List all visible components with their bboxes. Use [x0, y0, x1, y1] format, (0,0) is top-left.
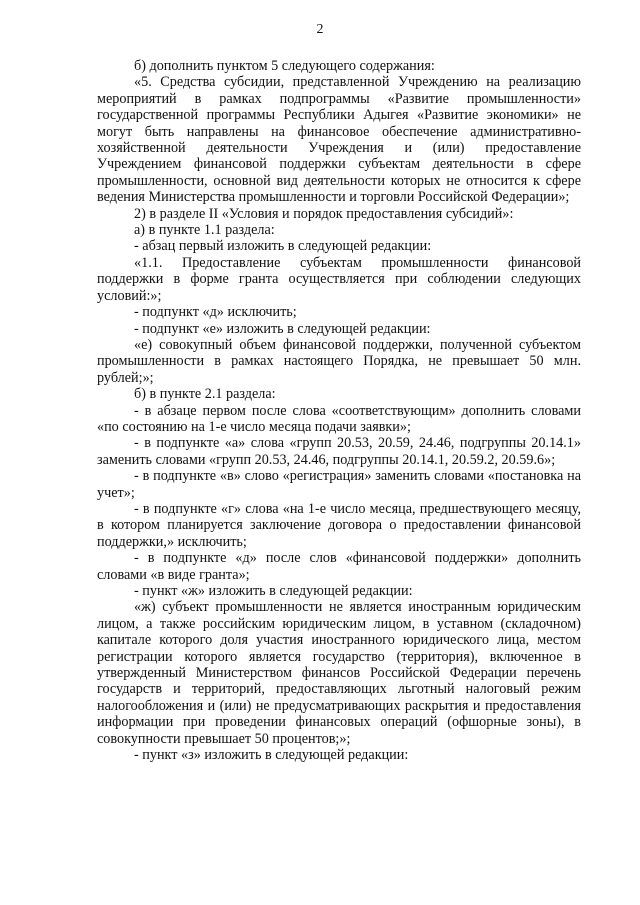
paragraph: - в подпункте «г» слова «на 1-е число месяца, предшествующего месяцу, в котором планируется заключение договора о предоставлении финансовой поддержки,» исключить; [97, 500, 581, 550]
paragraph: «ж) субъект промышленности не является иностранным юридическим лицом, а также российским юридическим лицом, в уставном (складочном) капитале которого доля участия иностранного юридического лица, местом регистрации которого является государство (территория), включенное в утвержденный Министерством финансов Российской Федерации перечень государств и территорий, предоставляющих льготный налоговый режим налогообложения и (или) не предусматривающих раскрытия и предоставления информации при проведении финансовых операций (офшорные зоны), в совокупности превышает 50 процентов;»; [97, 599, 581, 747]
paragraph: - подпункт «д» исключить; [134, 304, 297, 321]
paragraph: - пункт «з» изложить в следующей редакции: [134, 747, 409, 764]
paragraph: б) в пункте 2.1 раздела: [134, 386, 276, 403]
paragraph: - в подпункте «в» слово «регистрация» заменить словами «постановка на учет»; [97, 468, 581, 501]
paragraph: «е) совокупный объем финансовой поддержки, полученной субъектом промышленности в рамках настоящего Порядка, не превышает 50 млн. рублей;»; [97, 336, 581, 386]
document-body [97, 58, 581, 763]
paragraph: «5. Средства субсидии, представленной Учреждению на реализацию мероприятий в рамках подпрограммы «Развитие промышленности» государственной программы Республики Адыгея «Развитие экономики» не могут быть направлены на финансовое обеспечение административно-хозяйственной деятельности Учреждения и (или) предоставление Учреждением финансовой поддержки субъектам деятельности в сфере промышленности, основной вид деятельности которых не относится к сфере ведения Министерства промышленности и торговли Российской Федерации»; [97, 74, 581, 206]
paragraph: - в абзаце первом после слова «соответствующим» дополнить словами «по состоянию на 1-е число месяца подачи заявки»; [97, 402, 581, 435]
paragraph: б) дополнить пунктом 5 следующего содержания: [134, 58, 435, 74]
paragraph: - подпункт «е» изложить в следующей редакции: [134, 320, 431, 337]
paragraph: - пункт «ж» изложить в следующей редакции: [134, 583, 413, 599]
paragraph: а) в пункте 1.1 раздела: [134, 222, 275, 239]
paragraph: 2) в разделе II «Условия и порядок предоставления субсидий»: [134, 205, 514, 222]
paragraph: - в подпункте «д» после слов «финансовой поддержки» дополнить словами «в виде гранта»; [97, 550, 581, 583]
paragraph: - абзац первый изложить в следующей редакции: [134, 238, 432, 255]
page-number: 2 [316, 22, 324, 37]
paragraph: «1.1. Предоставление субъектам промышленности финансовой поддержки в форме гранта осуществляется при соблюдении следующих условий:»; [97, 254, 581, 304]
paragraph: - в подпункте «а» слова «групп 20.53, 20.59, 24.46, подгруппы 20.14.1» заменить словами «групп 20.53, 24.46, подгруппы 20.14.1, 20.59.2, 20.59.6»; [97, 435, 581, 468]
